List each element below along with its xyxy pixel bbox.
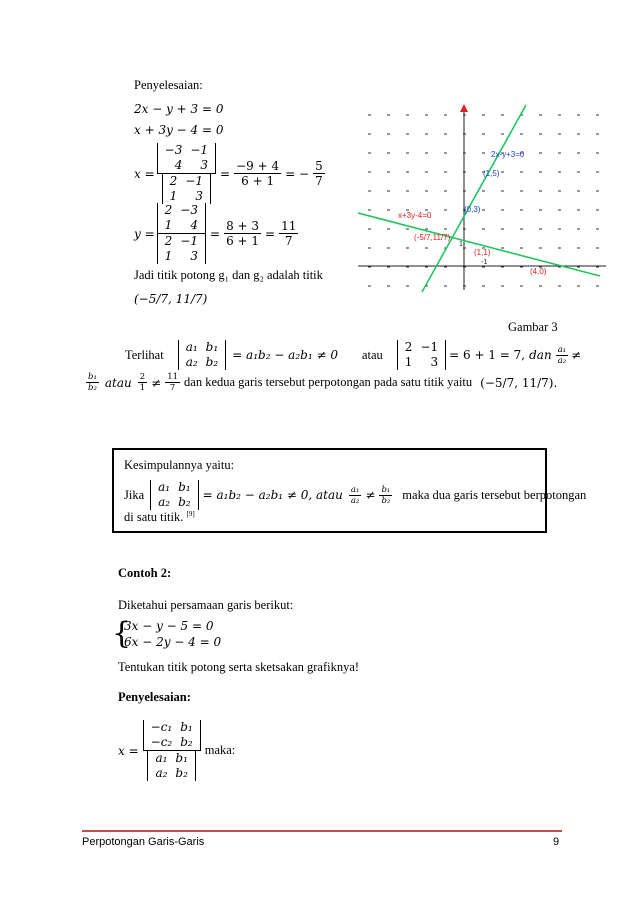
box-jika: Jika <box>124 487 145 502</box>
box-statement: Jika a₁ b₁ a₂ b₂ = a₁b₂ − a₂b₁ ≠ 0, atau $\frac{\text{a₁}}{\text{a₂}}$ ≠ $\frac{\text{b₁}}{\text{b₂}}$ maka dua garis tersebut berpotongan <box>124 480 587 509</box>
label-line1: 2x-y+3=0 <box>491 150 525 159</box>
solution-label: Penyelesaian: <box>134 78 203 92</box>
example-task: Tentukan titik potong serta sketsakan grafiknya! <box>118 660 360 674</box>
line-2x-y-3 <box>422 105 526 292</box>
y-axis-arrow-icon <box>460 104 468 112</box>
conclusion-box <box>112 448 587 533</box>
line-graph <box>358 100 606 300</box>
tick-label-minus1: -1 <box>481 259 488 266</box>
seen-prefix: Terlihat <box>125 347 164 362</box>
system-brace: { <box>112 616 132 651</box>
seen-statement-continued: $\frac{\text{b₁}}{\text{b₂}}$ atau $\frac{2}{1}$ ≠ $\frac{11}{7}$ dan kedua garis tersebut perpotongan pada satu titik yaitu (−5/7, 11/7). <box>88 372 558 393</box>
box-title: Kesimpulannya yaitu: <box>124 458 235 472</box>
conclusion-text: Jadi titik potong g₁ dan g₂ adalah titik <box>134 268 323 282</box>
label-point-4-0: (4,0) <box>530 267 547 276</box>
solution-2-label: Penyelesaian: <box>118 690 191 704</box>
ratio-2-1: $\frac{2}{1}$ <box>139 372 146 393</box>
page-number: 9 <box>553 836 560 848</box>
line-x-3y-4 <box>358 213 600 276</box>
x2-maka: maka: <box>204 743 236 757</box>
equation-2: x + 3y − 4 = 0 <box>134 123 224 137</box>
ratio-11-7: $\frac{11}{7}$ <box>167 372 179 393</box>
example-title: Contoh 2: <box>118 566 172 580</box>
seen-ratio-a: $\frac{\text{a₁}}{\text{a₂}}$ <box>557 344 567 366</box>
x2-label: x = <box>118 743 139 758</box>
example-equation-2: 6x − 2y − 4 = 0 <box>124 635 222 649</box>
label-line2: x+3y-4=0 <box>398 211 432 220</box>
y-numerator-determinant: 2 −3 1 4 <box>157 203 206 233</box>
box-line-2: di satu titik. [9] <box>124 510 195 525</box>
seen-expression: = a₁b₂ − a₂b₁ ≠ 0 <box>232 348 338 362</box>
seen-determinant: a₁ b₁ a₂ b₂ <box>178 340 226 370</box>
x2-numerator-determinant: −c₁ b₁ −c₂ b₂ <box>143 720 201 750</box>
x2-formula <box>118 720 235 781</box>
x-result: $\frac{5}{7}$ <box>315 159 323 188</box>
x2-denominator-determinant: a₁ b₁ a₂ b₂ <box>147 751 195 781</box>
conclusion-point: (−5/7, 11/7) <box>134 292 208 306</box>
x-label: x = <box>134 166 155 181</box>
x-numerator-determinant: −3 −1 4 3 <box>157 143 216 173</box>
label-intersection: (-5/7,11/7) <box>414 233 451 242</box>
intersection-text: dan kedua garis tersebut perpotongan pada satu titik yaitu <box>184 375 473 389</box>
equation-1: 2x − y + 3 = 0 <box>134 102 224 116</box>
ratio-b: $\frac{\text{b₁}}{\text{b₂}}$ <box>88 372 97 393</box>
tick-label-1: 1 <box>459 241 463 248</box>
y-fraction: $\frac{8 + 3}{6 + 1}$ <box>226 219 260 248</box>
footer-title: Perpotongan Garis-Garis <box>82 836 205 848</box>
seen-determinant-2: 2 −1 1 3 <box>397 340 446 370</box>
y-solution: y = 2 −3 1 4 2 −1 1 3 = $\frac{8 + 3}{6 + 1}$ = $\frac{11}{7}$ <box>134 203 297 263</box>
footer-rule <box>82 830 562 832</box>
label-point-1-5: (1,5) <box>483 169 500 178</box>
box-text: maka dua garis tersebut berpotongan <box>402 487 587 502</box>
y-result: $\frac{11}{7}$ <box>281 219 297 248</box>
label-point-0-3: (0,3) <box>464 205 481 214</box>
box-reference: [9] <box>186 510 195 518</box>
seen-or: atau <box>361 347 383 362</box>
box-expression: = a₁b₂ − a₂b₁ ≠ 0, atau <box>202 488 343 502</box>
y-denominator-determinant: 2 −1 1 3 <box>157 234 206 264</box>
label-point-1-1: (1,1) <box>474 248 491 257</box>
x-fraction: $\frac{-9 + 4}{6 + 1}$ <box>236 159 280 188</box>
box-determinant: a₁ b₁ a₂ b₂ <box>150 480 198 510</box>
y-label: y = <box>134 226 155 241</box>
seen-statement: Terlihat a₁ b₁ a₂ b₂ = a₁b₂ − a₂b₁ ≠ 0 atau 2 −1 1 3 = 6 + 1 = 7, dan $\frac{\text{a₁}}{\text{a₂}}$ ≠ <box>125 340 582 369</box>
x-denominator-determinant: 2 −1 1 3 <box>162 174 211 204</box>
x-solution: x = −3 −1 4 3 2 −1 1 3 = $\frac{-9 + 4}{6 + 1}$ = − $\frac{5}{7}$ <box>134 143 323 203</box>
seen-dan: dan <box>529 348 552 362</box>
example-equation-1: 3x − y − 5 = 0 <box>124 619 214 633</box>
example-intro: Diketahui persamaan garis berikut: <box>118 598 294 612</box>
intersection-point: (−5/7, 11/7). <box>480 375 558 390</box>
seen-expression-2: = 6 + 1 = 7, <box>449 348 526 362</box>
figure-caption: Gambar 3 <box>508 320 558 334</box>
